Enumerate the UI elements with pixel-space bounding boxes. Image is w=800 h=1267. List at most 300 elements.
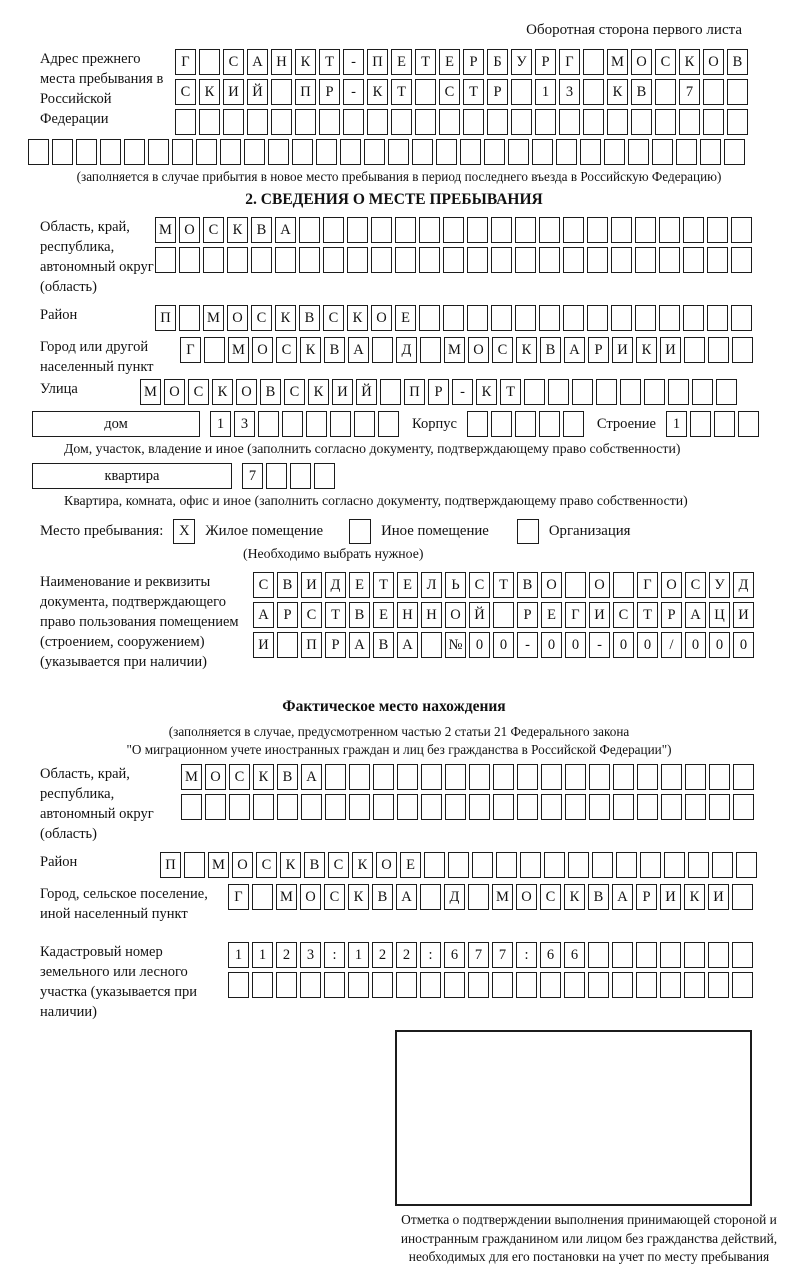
- char-cell[interactable]: Р: [636, 884, 657, 910]
- char-cell[interactable]: О: [205, 764, 226, 790]
- char-cell[interactable]: А: [685, 602, 706, 628]
- char-cell[interactable]: К: [347, 305, 368, 331]
- char-cell[interactable]: В: [304, 852, 325, 878]
- char-cell[interactable]: [295, 109, 316, 135]
- char-cell[interactable]: [612, 972, 633, 998]
- char-cell[interactable]: [679, 109, 700, 135]
- char-cell[interactable]: О: [703, 49, 724, 75]
- char-cell[interactable]: [708, 337, 729, 363]
- char-cell[interactable]: О: [179, 217, 200, 243]
- char-cell[interactable]: -: [589, 632, 610, 658]
- char-cell[interactable]: П: [404, 379, 425, 405]
- char-cell[interactable]: В: [277, 764, 298, 790]
- char-cell[interactable]: [148, 139, 169, 165]
- char-cell[interactable]: [583, 49, 604, 75]
- char-cell[interactable]: 0: [733, 632, 754, 658]
- char-cell[interactable]: [266, 463, 287, 489]
- char-cell[interactable]: :: [324, 942, 345, 968]
- char-cell[interactable]: [397, 764, 418, 790]
- char-cell[interactable]: О: [376, 852, 397, 878]
- char-cell[interactable]: [268, 139, 289, 165]
- char-cell[interactable]: С: [540, 884, 561, 910]
- char-cell[interactable]: [596, 379, 617, 405]
- char-cell[interactable]: [445, 764, 466, 790]
- char-cell[interactable]: [563, 411, 584, 437]
- char-cell[interactable]: [564, 972, 585, 998]
- char-cell[interactable]: 3: [300, 942, 321, 968]
- char-cell[interactable]: [655, 109, 676, 135]
- char-cell[interactable]: О: [236, 379, 257, 405]
- char-cell[interactable]: [708, 942, 729, 968]
- char-cell[interactable]: 1: [210, 411, 231, 437]
- char-cell[interactable]: С: [188, 379, 209, 405]
- char-cell[interactable]: [733, 794, 754, 820]
- char-cell[interactable]: [660, 972, 681, 998]
- char-cell[interactable]: [628, 139, 649, 165]
- char-cell[interactable]: С: [253, 572, 274, 598]
- char-cell[interactable]: [271, 79, 292, 105]
- char-cell[interactable]: [508, 139, 529, 165]
- char-cell[interactable]: К: [636, 337, 657, 363]
- char-cell[interactable]: Р: [661, 602, 682, 628]
- char-cell[interactable]: К: [607, 79, 628, 105]
- char-cell[interactable]: И: [733, 602, 754, 628]
- char-cell[interactable]: [179, 305, 200, 331]
- char-cell[interactable]: С: [655, 49, 676, 75]
- char-cell[interactable]: [330, 411, 351, 437]
- char-cell[interactable]: В: [277, 572, 298, 598]
- char-cell[interactable]: Т: [319, 49, 340, 75]
- char-cell[interactable]: [684, 972, 705, 998]
- char-cell[interactable]: Т: [637, 602, 658, 628]
- char-cell[interactable]: [532, 139, 553, 165]
- char-cell[interactable]: Г: [175, 49, 196, 75]
- char-cell[interactable]: С: [439, 79, 460, 105]
- char-cell[interactable]: [589, 764, 610, 790]
- char-cell[interactable]: [323, 217, 344, 243]
- char-cell[interactable]: О: [631, 49, 652, 75]
- char-cell[interactable]: [319, 109, 340, 135]
- char-cell[interactable]: Й: [469, 602, 490, 628]
- char-cell[interactable]: К: [227, 217, 248, 243]
- char-cell[interactable]: [415, 79, 436, 105]
- char-cell[interactable]: 3: [234, 411, 255, 437]
- char-cell[interactable]: К: [212, 379, 233, 405]
- char-cell[interactable]: [76, 139, 97, 165]
- char-cell[interactable]: [515, 305, 536, 331]
- char-cell[interactable]: Ь: [445, 572, 466, 598]
- char-cell[interactable]: Р: [588, 337, 609, 363]
- char-cell[interactable]: С: [492, 337, 513, 363]
- char-cell[interactable]: [727, 109, 748, 135]
- char-cell[interactable]: [556, 139, 577, 165]
- char-cell[interactable]: М: [203, 305, 224, 331]
- char-cell[interactable]: 0: [637, 632, 658, 658]
- char-cell[interactable]: [397, 794, 418, 820]
- char-cell[interactable]: [395, 247, 416, 273]
- char-cell[interactable]: [539, 217, 560, 243]
- char-cell[interactable]: [469, 794, 490, 820]
- char-cell[interactable]: [367, 109, 388, 135]
- char-cell[interactable]: С: [284, 379, 305, 405]
- char-cell[interactable]: [277, 632, 298, 658]
- char-cell[interactable]: О: [589, 572, 610, 598]
- char-cell[interactable]: С: [613, 602, 634, 628]
- char-cell[interactable]: [282, 411, 303, 437]
- char-cell[interactable]: П: [367, 49, 388, 75]
- char-cell[interactable]: [563, 217, 584, 243]
- char-cell[interactable]: И: [301, 572, 322, 598]
- char-cell[interactable]: [685, 764, 706, 790]
- char-cell[interactable]: С: [328, 852, 349, 878]
- char-cell[interactable]: А: [253, 602, 274, 628]
- char-cell[interactable]: 1: [228, 942, 249, 968]
- checkbox-zhiloe[interactable]: X: [173, 519, 195, 544]
- char-cell[interactable]: [52, 139, 73, 165]
- char-cell[interactable]: [660, 942, 681, 968]
- char-cell[interactable]: П: [301, 632, 322, 658]
- char-cell[interactable]: [703, 109, 724, 135]
- char-cell[interactable]: Д: [396, 337, 417, 363]
- char-cell[interactable]: [467, 305, 488, 331]
- char-cell[interactable]: [196, 139, 217, 165]
- char-cell[interactable]: К: [352, 852, 373, 878]
- char-cell[interactable]: [738, 411, 759, 437]
- char-cell[interactable]: [583, 109, 604, 135]
- char-cell[interactable]: К: [564, 884, 585, 910]
- char-cell[interactable]: [620, 379, 641, 405]
- char-cell[interactable]: [493, 602, 514, 628]
- char-cell[interactable]: [708, 972, 729, 998]
- char-cell[interactable]: [635, 217, 656, 243]
- char-cell[interactable]: А: [396, 884, 417, 910]
- char-cell[interactable]: С: [175, 79, 196, 105]
- char-cell[interactable]: К: [199, 79, 220, 105]
- char-cell[interactable]: [420, 337, 441, 363]
- char-cell[interactable]: Р: [487, 79, 508, 105]
- char-cell[interactable]: [469, 764, 490, 790]
- char-cell[interactable]: С: [685, 572, 706, 598]
- char-cell[interactable]: В: [349, 602, 370, 628]
- char-cell[interactable]: Р: [319, 79, 340, 105]
- char-cell[interactable]: Р: [535, 49, 556, 75]
- char-cell[interactable]: С: [203, 217, 224, 243]
- char-cell[interactable]: [613, 794, 634, 820]
- char-cell[interactable]: [604, 139, 625, 165]
- char-cell[interactable]: С: [229, 764, 250, 790]
- char-cell[interactable]: [467, 411, 488, 437]
- char-cell[interactable]: К: [348, 884, 369, 910]
- char-cell[interactable]: [611, 247, 632, 273]
- char-cell[interactable]: [539, 411, 560, 437]
- char-cell[interactable]: [252, 884, 273, 910]
- char-cell[interactable]: О: [164, 379, 185, 405]
- char-cell[interactable]: [636, 972, 657, 998]
- char-cell[interactable]: [563, 247, 584, 273]
- char-cell[interactable]: [733, 764, 754, 790]
- char-cell[interactable]: [181, 794, 202, 820]
- char-cell[interactable]: [388, 139, 409, 165]
- char-cell[interactable]: [583, 79, 604, 105]
- char-cell[interactable]: [563, 305, 584, 331]
- char-cell[interactable]: 1: [666, 411, 687, 437]
- char-cell[interactable]: [199, 109, 220, 135]
- char-cell[interactable]: [635, 247, 656, 273]
- char-cell[interactable]: В: [631, 79, 652, 105]
- char-cell[interactable]: [439, 109, 460, 135]
- char-cell[interactable]: [421, 632, 442, 658]
- char-cell[interactable]: [420, 972, 441, 998]
- char-cell[interactable]: 7: [679, 79, 700, 105]
- char-cell[interactable]: [684, 337, 705, 363]
- char-cell[interactable]: С: [323, 305, 344, 331]
- char-cell[interactable]: [364, 139, 385, 165]
- char-cell[interactable]: [100, 139, 121, 165]
- char-cell[interactable]: [732, 972, 753, 998]
- char-cell[interactable]: Ц: [709, 602, 730, 628]
- char-cell[interactable]: Р: [463, 49, 484, 75]
- char-cell[interactable]: П: [295, 79, 316, 105]
- char-cell[interactable]: В: [260, 379, 281, 405]
- char-cell[interactable]: [661, 764, 682, 790]
- char-cell[interactable]: [323, 247, 344, 273]
- char-cell[interactable]: [28, 139, 49, 165]
- char-cell[interactable]: [436, 139, 457, 165]
- char-cell[interactable]: [468, 884, 489, 910]
- char-cell[interactable]: [685, 794, 706, 820]
- char-cell[interactable]: А: [397, 632, 418, 658]
- char-cell[interactable]: Е: [400, 852, 421, 878]
- char-cell[interactable]: [247, 109, 268, 135]
- char-cell[interactable]: И: [660, 884, 681, 910]
- char-cell[interactable]: [676, 139, 697, 165]
- char-cell[interactable]: [487, 109, 508, 135]
- char-cell[interactable]: [712, 852, 733, 878]
- char-cell[interactable]: 7: [492, 942, 513, 968]
- char-cell[interactable]: [516, 972, 537, 998]
- char-cell[interactable]: [637, 764, 658, 790]
- char-cell[interactable]: К: [367, 79, 388, 105]
- char-cell[interactable]: :: [420, 942, 441, 968]
- char-cell[interactable]: [616, 852, 637, 878]
- char-cell[interactable]: [448, 852, 469, 878]
- char-cell[interactable]: [517, 794, 538, 820]
- char-cell[interactable]: [683, 247, 704, 273]
- char-cell[interactable]: [589, 794, 610, 820]
- checkbox-organizaciya[interactable]: [517, 519, 539, 544]
- char-cell[interactable]: Й: [356, 379, 377, 405]
- char-cell[interactable]: [349, 764, 370, 790]
- char-cell[interactable]: [421, 794, 442, 820]
- char-cell[interactable]: [659, 247, 680, 273]
- char-cell[interactable]: П: [160, 852, 181, 878]
- char-cell[interactable]: [325, 794, 346, 820]
- char-cell[interactable]: [340, 139, 361, 165]
- char-cell[interactable]: Т: [391, 79, 412, 105]
- char-cell[interactable]: [396, 972, 417, 998]
- char-cell[interactable]: Е: [391, 49, 412, 75]
- char-cell[interactable]: Г: [180, 337, 201, 363]
- char-cell[interactable]: [251, 247, 272, 273]
- char-cell[interactable]: [652, 139, 673, 165]
- char-cell[interactable]: [541, 794, 562, 820]
- char-cell[interactable]: К: [253, 764, 274, 790]
- char-cell[interactable]: Д: [325, 572, 346, 598]
- char-cell[interactable]: Т: [415, 49, 436, 75]
- char-cell[interactable]: [664, 852, 685, 878]
- char-cell[interactable]: К: [275, 305, 296, 331]
- char-cell[interactable]: Д: [733, 572, 754, 598]
- char-cell[interactable]: 6: [444, 942, 465, 968]
- char-cell[interactable]: М: [208, 852, 229, 878]
- char-cell[interactable]: [640, 852, 661, 878]
- char-cell[interactable]: [244, 139, 265, 165]
- char-cell[interactable]: [354, 411, 375, 437]
- char-cell[interactable]: К: [516, 337, 537, 363]
- char-cell[interactable]: Б: [487, 49, 508, 75]
- char-cell[interactable]: И: [589, 602, 610, 628]
- char-cell[interactable]: [220, 139, 241, 165]
- char-cell[interactable]: [124, 139, 145, 165]
- char-cell[interactable]: [707, 247, 728, 273]
- char-cell[interactable]: [348, 972, 369, 998]
- char-cell[interactable]: [637, 794, 658, 820]
- char-cell[interactable]: Т: [325, 602, 346, 628]
- char-cell[interactable]: [421, 764, 442, 790]
- char-cell[interactable]: [491, 305, 512, 331]
- char-cell[interactable]: О: [232, 852, 253, 878]
- char-cell[interactable]: 6: [540, 942, 561, 968]
- char-cell[interactable]: [539, 305, 560, 331]
- char-cell[interactable]: О: [371, 305, 392, 331]
- char-cell[interactable]: [205, 794, 226, 820]
- char-cell[interactable]: [565, 794, 586, 820]
- char-cell[interactable]: С: [223, 49, 244, 75]
- char-cell[interactable]: [493, 794, 514, 820]
- char-cell[interactable]: С: [251, 305, 272, 331]
- char-cell[interactable]: [420, 884, 441, 910]
- char-cell[interactable]: Р: [325, 632, 346, 658]
- char-cell[interactable]: [707, 217, 728, 243]
- char-cell[interactable]: Г: [637, 572, 658, 598]
- char-cell[interactable]: А: [275, 217, 296, 243]
- char-cell[interactable]: [372, 972, 393, 998]
- char-cell[interactable]: [714, 411, 735, 437]
- stamp-box[interactable]: [395, 1030, 752, 1206]
- char-cell[interactable]: 0: [685, 632, 706, 658]
- char-cell[interactable]: [290, 463, 311, 489]
- char-cell[interactable]: [373, 794, 394, 820]
- char-cell[interactable]: 2: [372, 942, 393, 968]
- char-cell[interactable]: [496, 852, 517, 878]
- char-cell[interactable]: [535, 109, 556, 135]
- char-cell[interactable]: Л: [421, 572, 442, 598]
- char-cell[interactable]: [732, 942, 753, 968]
- char-cell[interactable]: -: [343, 49, 364, 75]
- char-cell[interactable]: П: [155, 305, 176, 331]
- char-cell[interactable]: [301, 794, 322, 820]
- char-cell[interactable]: И: [332, 379, 353, 405]
- char-cell[interactable]: [731, 217, 752, 243]
- char-cell[interactable]: [515, 247, 536, 273]
- char-cell[interactable]: [373, 764, 394, 790]
- char-cell[interactable]: [607, 109, 628, 135]
- char-cell[interactable]: [467, 217, 488, 243]
- char-cell[interactable]: О: [661, 572, 682, 598]
- char-cell[interactable]: Р: [277, 602, 298, 628]
- char-cell[interactable]: [568, 852, 589, 878]
- char-cell[interactable]: 0: [613, 632, 634, 658]
- char-cell[interactable]: О: [252, 337, 273, 363]
- char-cell[interactable]: [731, 305, 752, 331]
- checkbox-inoe[interactable]: [349, 519, 371, 544]
- char-cell[interactable]: [443, 247, 464, 273]
- char-cell[interactable]: [592, 852, 613, 878]
- char-cell[interactable]: О: [300, 884, 321, 910]
- char-cell[interactable]: С: [276, 337, 297, 363]
- char-cell[interactable]: [732, 884, 753, 910]
- char-cell[interactable]: Г: [228, 884, 249, 910]
- char-cell[interactable]: Н: [421, 602, 442, 628]
- char-cell[interactable]: -: [517, 632, 538, 658]
- char-cell[interactable]: А: [349, 632, 370, 658]
- char-cell[interactable]: [204, 337, 225, 363]
- char-cell[interactable]: [539, 247, 560, 273]
- char-cell[interactable]: 1: [252, 942, 273, 968]
- char-cell[interactable]: К: [684, 884, 705, 910]
- char-cell[interactable]: М: [140, 379, 161, 405]
- char-cell[interactable]: Е: [395, 305, 416, 331]
- char-cell[interactable]: [347, 247, 368, 273]
- char-cell[interactable]: [299, 217, 320, 243]
- char-cell[interactable]: Т: [463, 79, 484, 105]
- char-cell[interactable]: О: [541, 572, 562, 598]
- char-cell[interactable]: [199, 49, 220, 75]
- char-cell[interactable]: И: [223, 79, 244, 105]
- char-cell[interactable]: И: [708, 884, 729, 910]
- char-cell[interactable]: В: [540, 337, 561, 363]
- char-cell[interactable]: [443, 217, 464, 243]
- char-cell[interactable]: [419, 217, 440, 243]
- char-cell[interactable]: [492, 972, 513, 998]
- char-cell[interactable]: [611, 305, 632, 331]
- char-cell[interactable]: 6: [564, 942, 585, 968]
- char-cell[interactable]: У: [511, 49, 532, 75]
- char-cell[interactable]: [444, 972, 465, 998]
- char-cell[interactable]: И: [253, 632, 274, 658]
- char-cell[interactable]: [515, 217, 536, 243]
- char-cell[interactable]: [703, 79, 724, 105]
- char-cell[interactable]: 0: [565, 632, 586, 658]
- char-cell[interactable]: Т: [373, 572, 394, 598]
- char-cell[interactable]: Т: [500, 379, 521, 405]
- char-cell[interactable]: А: [564, 337, 585, 363]
- char-cell[interactable]: [443, 305, 464, 331]
- char-cell[interactable]: [155, 247, 176, 273]
- char-cell[interactable]: [709, 764, 730, 790]
- char-cell[interactable]: О: [468, 337, 489, 363]
- char-cell[interactable]: [395, 217, 416, 243]
- char-cell[interactable]: Р: [428, 379, 449, 405]
- char-cell[interactable]: [223, 109, 244, 135]
- char-cell[interactable]: [371, 247, 392, 273]
- char-cell[interactable]: Н: [397, 602, 418, 628]
- char-cell[interactable]: [271, 109, 292, 135]
- char-cell[interactable]: В: [373, 632, 394, 658]
- char-cell[interactable]: Е: [397, 572, 418, 598]
- char-cell[interactable]: 0: [709, 632, 730, 658]
- char-cell[interactable]: К: [679, 49, 700, 75]
